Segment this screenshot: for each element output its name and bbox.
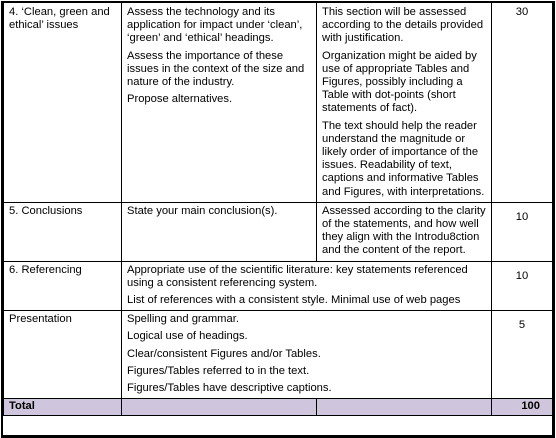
table-row-clean-green-ethical <box>4 1 553 202</box>
criteria-cell-wide <box>122 261 492 311</box>
criteria-item: State your main conclusion(s). <box>127 204 278 217</box>
total-marks: 100 <box>521 400 540 413</box>
table-row-conclusions <box>4 202 553 261</box>
marks-cell <box>492 1 553 202</box>
marks-value: 5 <box>518 319 526 332</box>
section-cell <box>4 1 122 202</box>
section-cell <box>4 202 122 261</box>
notes-item: Organization might be aided by use of appropriate Tables and Figures, possibly including a Table with dot-points (short statements of fact). <box>322 49 477 115</box>
section-label: 4. ‘Clean, green and ethical’ issues <box>9 6 110 32</box>
marks-value: 10 <box>515 210 529 223</box>
criteria-item: Clear/consistent Figures and/or Tables. <box>127 347 321 360</box>
section-cell <box>4 311 122 399</box>
section-label: Presentation <box>9 313 72 326</box>
marks-cell <box>492 311 553 399</box>
criteria-item: Logical use of headings. <box>127 330 248 343</box>
criteria-item: Spelling and grammar. <box>127 313 239 326</box>
notes-cell <box>317 1 492 202</box>
notes-item: Assessed according to the clarity of the statements, and how well they align with the Introdu8ction and the content of the report. <box>322 204 486 257</box>
table-row-total <box>4 399 553 416</box>
criteria-item: Propose alternatives. <box>127 93 233 106</box>
marks-value: 30 <box>515 6 529 18</box>
criteria-cell <box>122 1 317 202</box>
total-empty-cell <box>122 399 317 416</box>
criteria-item: Figures/Tables referred to in the text. <box>127 364 310 377</box>
section-label: 6. Referencing <box>9 263 82 276</box>
marks-cell <box>492 261 553 311</box>
section-cell <box>4 261 122 311</box>
criteria-item: List of references with a consistent style. Minimal use of web pages <box>127 294 461 307</box>
total-label: Total <box>9 400 35 413</box>
criteria-item: Figures/Tables have descriptive captions. <box>127 382 332 395</box>
marks-cell <box>492 202 553 261</box>
notes-item: This section will be assessed according to the details provided with justification. <box>322 6 484 45</box>
notes-item: The text should help the reader understand the magnitude or likely order of importance of the issues. Readability of text, captions and informative Tables and Figures, with interpretations. <box>322 119 485 198</box>
criteria-item: Assess the technology and its application for impact under ‘clean’, ‘green’ and ‘ethical’ headings. <box>127 6 303 45</box>
total-label-cell <box>4 399 122 416</box>
table-row-presentation <box>4 311 553 399</box>
section-label: 5. Conclusions <box>9 204 83 217</box>
total-empty-cell <box>317 399 492 416</box>
total-marks-cell <box>492 399 553 416</box>
page-frame <box>1 1 555 438</box>
assessment-rubric-table <box>3 1 553 416</box>
notes-cell <box>317 202 492 261</box>
table-row-referencing <box>4 261 553 311</box>
criteria-item: Appropriate use of the scientific literature: key statements referenced using a consistent referencing system. <box>127 263 468 289</box>
criteria-cell-wide <box>122 311 492 399</box>
criteria-item: Assess the importance of these issues in the context of the size and nature of the industry. <box>127 49 305 89</box>
criteria-cell <box>122 202 317 261</box>
marks-value: 10 <box>515 269 529 282</box>
